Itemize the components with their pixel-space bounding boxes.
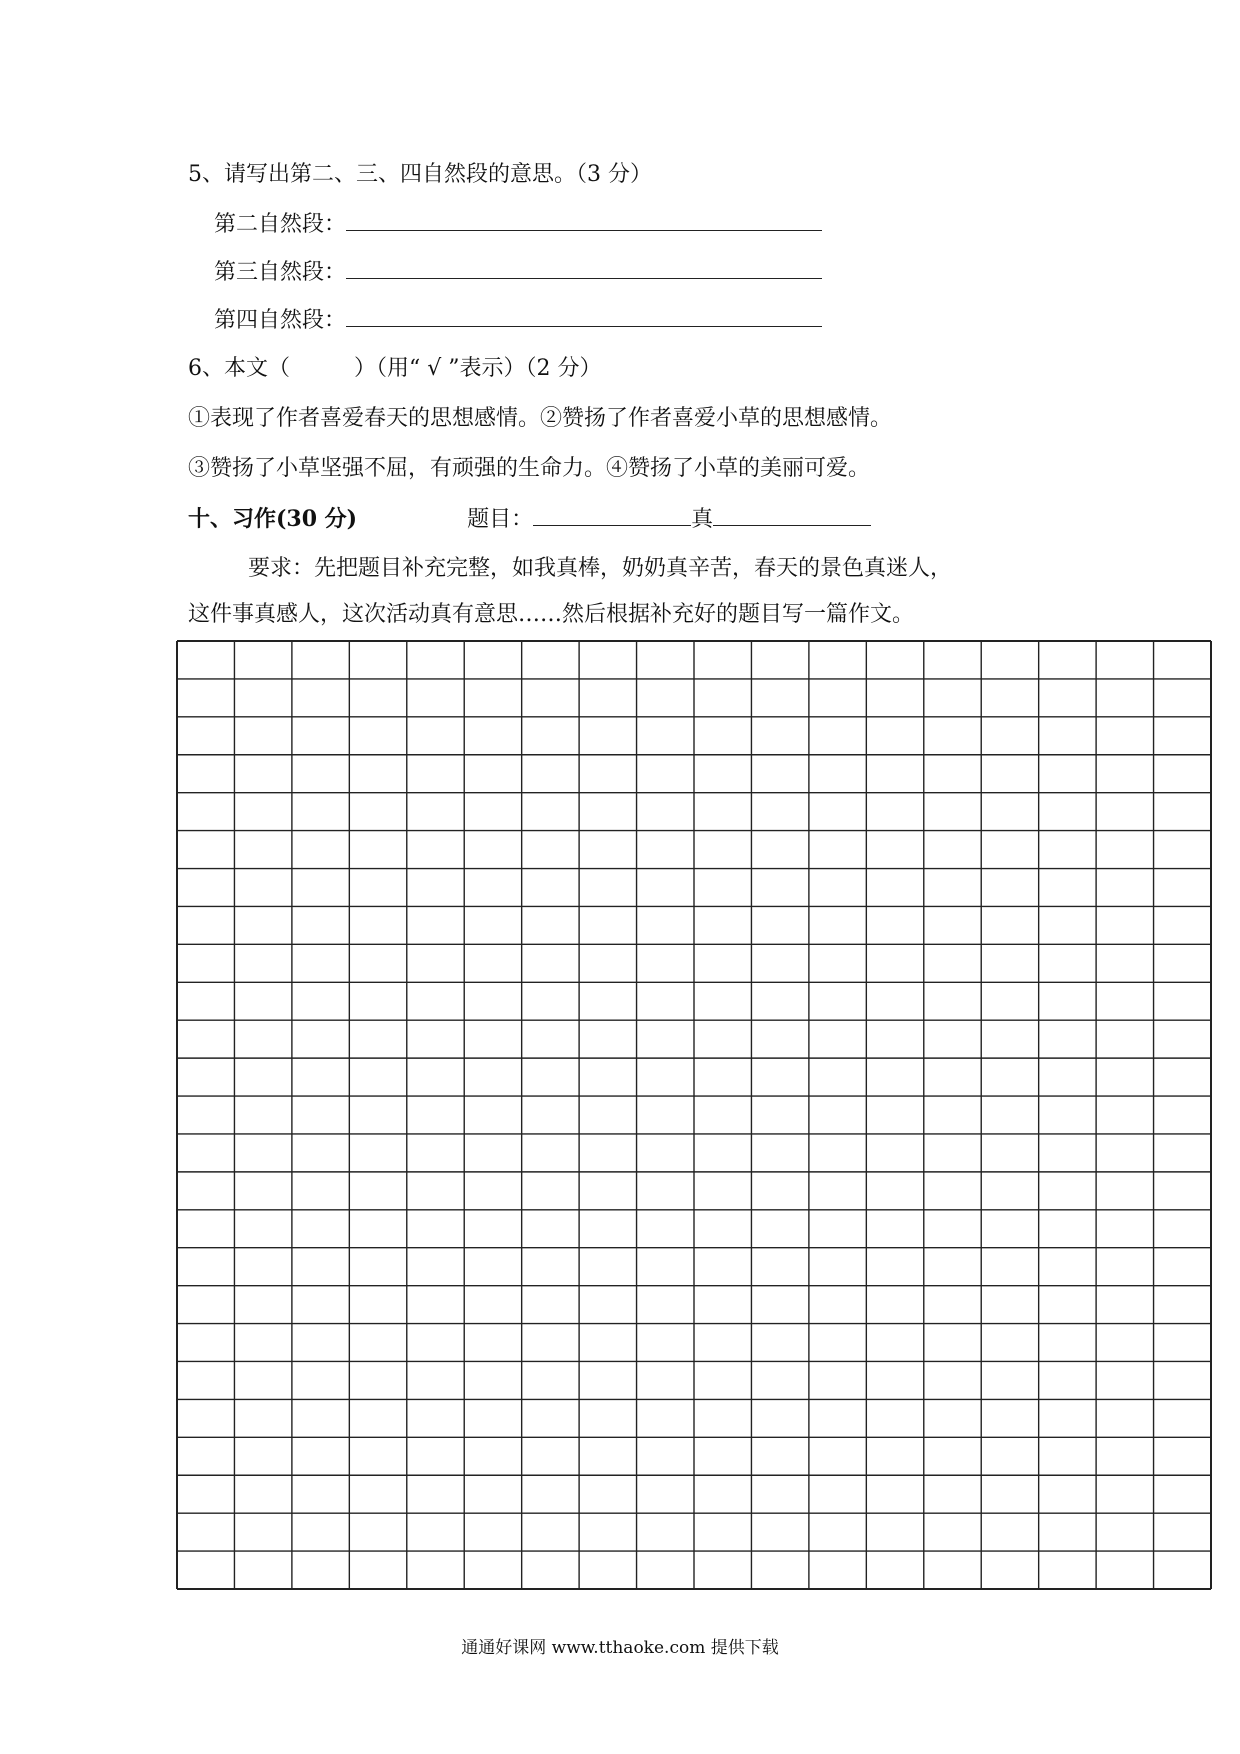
answer-blank[interactable] [346,210,822,231]
q6-options-line1: ①表现了作者喜爱春天的思想感情。②赞扬了作者喜爱小草的思想感情。 [188,406,893,431]
section10-heading-row [188,504,871,535]
q5-item-second [214,210,822,240]
q5-item-label: 第二自然段： [214,212,347,237]
title-blank-left[interactable] [533,505,691,526]
answer-blank[interactable] [346,306,822,327]
answer-blank[interactable] [346,258,822,279]
q6-prompt [188,354,602,384]
requirement-line1: 要求：先把题目补充完整，如我真棒，奶奶真辛苦，春天的景色真迷人， [248,556,953,581]
title-blank-right[interactable] [713,505,871,526]
footer-credit: 通通好课网 www.tthaoke.com 提供下载 [461,1638,779,1658]
q6-prompt-start: 6、本文（ [188,356,290,381]
q5-item-fourth [214,306,822,336]
q6-prompt-end: ）（用“ √ ”表示）（2 分） [354,356,602,381]
q5-item-third [214,258,822,288]
title-label: 题目： [467,507,534,532]
q5-prompt: 5、请写出第二、三、四自然段的意思。（3 分） [188,162,652,187]
section-heading: 十、习作(30 分) [188,506,358,532]
title-middle-char: 真 [691,507,714,532]
composition-grid[interactable] [176,640,1212,1590]
q5-item-label: 第三自然段： [214,260,347,285]
q5-item-label: 第四自然段： [214,308,347,333]
q6-options-line2: ③赞扬了小草坚强不屈，有顽强的生命力。④赞扬了小草的美丽可爱。 [188,456,871,481]
requirement-line2: 这件事真感人，这次活动真有意思……然后根据补充好的题目写一篇作文。 [188,602,915,627]
